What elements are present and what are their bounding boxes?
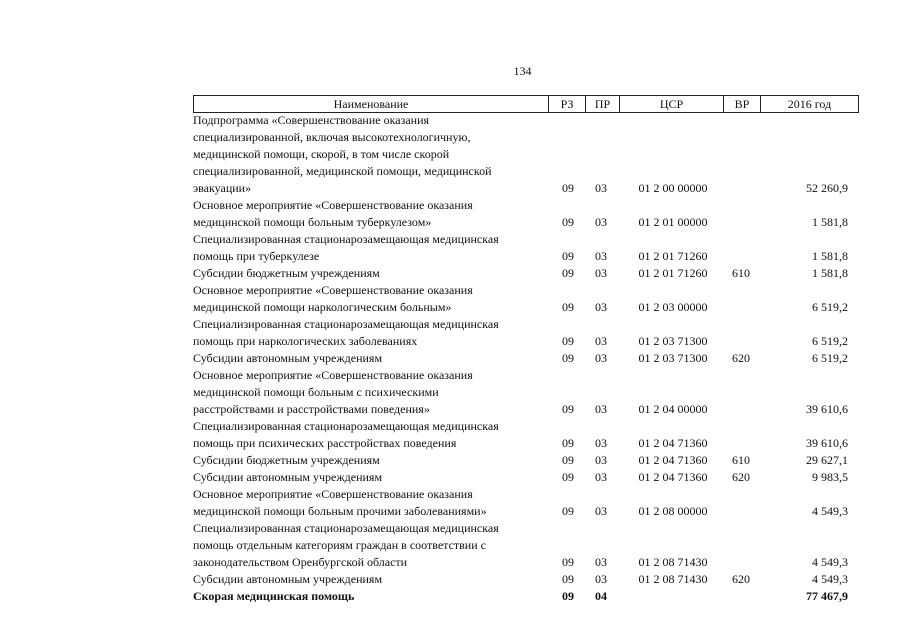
row-name: Специализированная стационарозамещающая медицинская помощь при наркологических заболеваниях — [193, 317, 499, 348]
row-amount: 6 519,2 — [812, 300, 848, 314]
row-csr: 01 2 04 71360 — [638, 470, 708, 484]
row-pr: 03 — [595, 334, 607, 348]
table-row — [193, 571, 859, 588]
row-amount: 6 519,2 — [812, 351, 848, 365]
row-name: Специализированная стационарозамещающая медицинская помощь при психических расстройствах поведения — [193, 419, 499, 450]
row-amount: 1 581,8 — [812, 266, 848, 280]
header-pr: ПР — [585, 96, 619, 112]
row-name: Субсидии бюджетным учреждениям — [193, 453, 380, 467]
row-amount: 29 627,1 — [806, 453, 848, 467]
table-row — [193, 469, 859, 486]
row-pr: 03 — [595, 572, 607, 586]
row-rz: 09 — [562, 334, 574, 348]
row-csr: 01 2 00 00000 — [638, 181, 708, 195]
row-csr: 01 2 01 71260 — [638, 266, 708, 280]
row-rz: 09 — [562, 436, 574, 450]
row-vr: 610 — [732, 453, 750, 467]
header-rz: РЗ — [548, 96, 585, 112]
row-pr: 04 — [595, 589, 607, 603]
row-pr: 03 — [595, 555, 607, 569]
row-name: Субсидии автономным учреждениям — [193, 470, 383, 484]
row-pr: 03 — [595, 300, 607, 314]
row-vr: 620 — [732, 470, 750, 484]
header-csr: ЦСР — [619, 96, 723, 112]
row-pr: 03 — [595, 470, 607, 484]
row-rz: 09 — [562, 504, 574, 518]
row-name: Основное мероприятие «Совершенствование оказания медицинской помощи больным с психическими расстройствами и расстройствами поведения» — [193, 368, 473, 416]
row-name: Специализированная стационарозамещающая медицинская помощь отдельным категориям граждан в соответствии с законодательством Оренбургской области — [193, 521, 499, 569]
row-name: Скорая медицинская помощь — [193, 589, 355, 603]
row-csr: 01 2 01 00000 — [638, 215, 708, 229]
row-pr: 03 — [595, 266, 607, 280]
table-row — [193, 265, 859, 282]
row-rz: 09 — [562, 453, 574, 467]
row-vr: 620 — [732, 351, 750, 365]
row-rz: 09 — [562, 215, 574, 229]
row-csr: 01 2 03 71300 — [638, 351, 708, 365]
row-pr: 03 — [595, 351, 607, 365]
row-csr: 01 2 03 00000 — [638, 300, 708, 314]
row-amount: 39 610,6 — [806, 436, 848, 450]
row-csr: 01 2 01 71260 — [638, 249, 708, 263]
table-row — [193, 197, 859, 231]
row-rz: 09 — [562, 555, 574, 569]
row-amount: 4 549,3 — [812, 504, 848, 518]
row-rz: 09 — [562, 181, 574, 195]
row-csr: 01 2 08 71430 — [638, 555, 708, 569]
row-amount: 6 519,2 — [812, 334, 848, 348]
row-name: Подпрограмма «Совершенствование оказания специализированной, включая высокотехнологичную, медицинской помощи, скорой, в том числе скорой специализированной, медицинской помощи, медицинской эвакуации» — [193, 113, 492, 195]
row-amount: 1 581,8 — [812, 249, 848, 263]
row-name: Основное мероприятие «Совершенствование оказания медицинской помощи больным прочими заболеваниями» — [193, 487, 487, 518]
row-rz: 09 — [562, 300, 574, 314]
header-name: Наименование — [193, 96, 548, 112]
row-pr: 03 — [595, 215, 607, 229]
header-vr: ВР — [723, 96, 760, 112]
row-name: Субсидии автономным учреждениям — [193, 572, 383, 586]
row-pr: 03 — [595, 436, 607, 450]
table-row — [193, 316, 859, 350]
row-csr: 01 2 04 71360 — [638, 436, 708, 450]
row-csr: 01 2 08 00000 — [638, 504, 708, 518]
row-csr: 01 2 04 00000 — [638, 402, 708, 416]
table-row — [193, 418, 859, 452]
row-rz: 09 — [562, 589, 574, 603]
row-vr: 610 — [732, 266, 750, 280]
table-row — [193, 231, 859, 265]
row-amount: 39 610,6 — [806, 402, 848, 416]
row-csr: 01 2 08 71430 — [638, 572, 708, 586]
row-pr: 03 — [595, 504, 607, 518]
table-row — [193, 486, 859, 520]
table-row — [193, 282, 859, 316]
row-amount: 9 983,5 — [812, 470, 848, 484]
header-year: 2016 год — [760, 96, 859, 112]
row-amount: 52 260,9 — [806, 181, 848, 195]
row-rz: 09 — [562, 266, 574, 280]
row-name: Субсидии бюджетным учреждениям — [193, 266, 380, 280]
row-csr: 01 2 04 71360 — [638, 453, 708, 467]
table-row — [193, 520, 859, 571]
row-csr: 01 2 03 71300 — [638, 334, 708, 348]
row-pr: 03 — [595, 249, 607, 263]
table-row — [193, 350, 859, 367]
row-amount: 4 549,3 — [812, 555, 848, 569]
table-row — [193, 588, 859, 605]
row-name: Основное мероприятие «Совершенствование оказания медицинской помощи наркологическим больным» — [193, 283, 473, 314]
row-name: Субсидии автономным учреждениям — [193, 351, 383, 365]
row-pr: 03 — [595, 402, 607, 416]
table-row — [193, 112, 859, 197]
row-amount: 4 549,3 — [812, 572, 848, 586]
table-row — [193, 367, 859, 418]
row-rz: 09 — [562, 351, 574, 365]
row-amount: 1 581,8 — [812, 215, 848, 229]
page-number: 134 — [513, 64, 532, 78]
table-row — [193, 452, 859, 469]
row-rz: 09 — [562, 249, 574, 263]
row-name: Основное мероприятие «Совершенствование оказания медицинской помощи больным туберкулезом» — [193, 198, 473, 229]
row-rz: 09 — [562, 470, 574, 484]
table-header — [193, 95, 859, 113]
row-rz: 09 — [562, 402, 574, 416]
row-name: Специализированная стационарозамещающая медицинская помощь при туберкулезе — [193, 232, 499, 263]
row-pr: 03 — [595, 453, 607, 467]
row-vr: 620 — [732, 572, 750, 586]
row-pr: 03 — [595, 181, 607, 195]
row-amount: 77 467,9 — [806, 589, 848, 603]
row-rz: 09 — [562, 572, 574, 586]
